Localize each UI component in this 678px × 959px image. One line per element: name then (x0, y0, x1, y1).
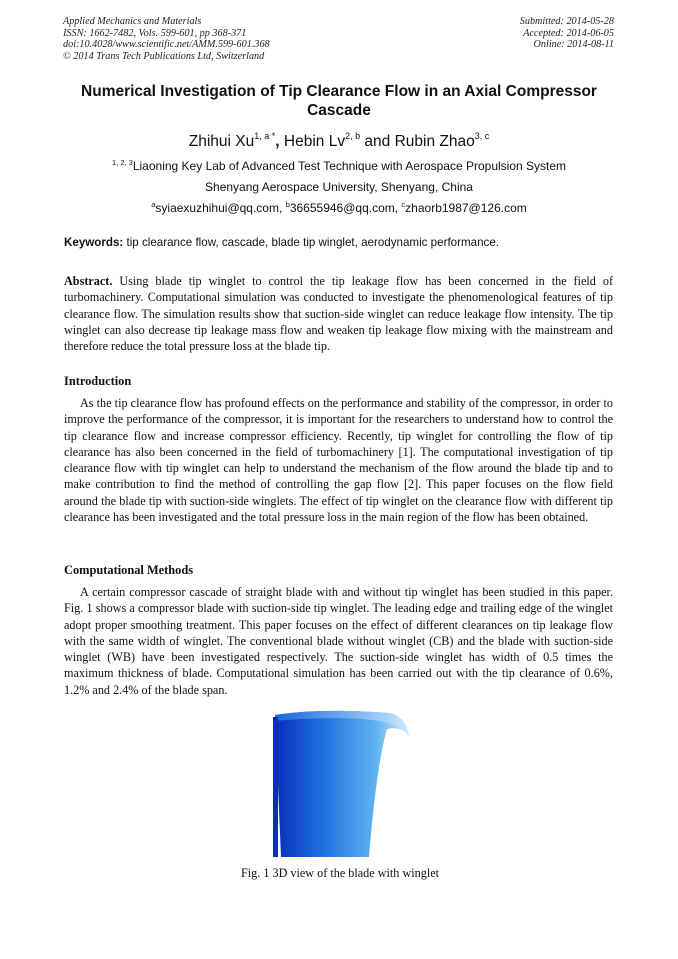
introduction-heading: Introduction (64, 374, 132, 388)
accepted-date: Accepted: 2014-06-05 (523, 27, 614, 39)
keywords-text: tip clearance flow, cascade, blade tip winglet, aerodynamic performance. (123, 236, 499, 249)
affiliation-sup: 1, 2, 3 (111, 158, 133, 167)
author-separator: , (275, 133, 284, 150)
online-date: Online: 2014-08-11 (533, 39, 614, 51)
author-3: Rubin Zhao (394, 133, 475, 150)
issn-line: ISSN: 1662-7482, Vols. 599-601, pp 368-371 (63, 27, 247, 39)
title-line-1: Numerical Investigation of Tip Clearance Flow in an Axial Compressor (81, 83, 597, 100)
copyright-line: © 2014 Trans Tech Publications Ltd, Switzerland (63, 50, 265, 62)
author-3-sup: 3, c (474, 131, 490, 141)
blade-winglet-figure (269, 707, 415, 857)
email-1: syiaexuzhihui@qq.com, (155, 201, 286, 215)
journal-info (63, 16, 270, 62)
affiliation-lab (60, 158, 618, 173)
affiliation-university: Shenyang Aerospace University, Shenyang, China (205, 180, 473, 194)
methods-heading: Computational Methods (64, 563, 194, 577)
email-3: zhaorb1987@126.com (405, 201, 527, 215)
blade-body (275, 711, 409, 857)
author-and: and (360, 133, 395, 150)
keywords (64, 236, 616, 249)
abstract-label: Abstract. (64, 274, 113, 288)
author-emails (60, 200, 618, 215)
author-1-sup: 1, a * (254, 131, 276, 141)
title-line-2: Cascade (307, 102, 371, 119)
email-2: 36655946@qq.com, (289, 201, 402, 215)
introduction-paragraph: As the tip clearance flow has profound effects on the performance and stability of the compressor, in order to improve the performance of the compressor, it is important for the researchers to understand how to control the tip clearance flow and increase compressor efficiency. Recently, tip winglet for controlling the flow of tip clearance has also been concerned in the field of turbomachinery [1]. The computational investigation of tip clearance flow with tip winglet can help to understand the mechanism of the flow around the blade tip and to make contribution to find the method of controlling the gap flow [2]. This paper focuses on the flow field around the blade tip with suction-side winglets. The effect of tip winglet on the clearance flow with different tip clearance has been investigated and the total pressure loss in the main region of the flow has been obtained. (64, 396, 613, 525)
email-2-sup: b (285, 200, 290, 209)
submitted-date: Submitted: 2014-05-28 (519, 16, 614, 27)
journal-name: Applied Mechanics and Materials (63, 16, 202, 27)
email-1-sup: a (151, 200, 156, 209)
abstract (64, 273, 613, 354)
author-list (60, 131, 618, 151)
doi-line: doi:10.4028/www.scientific.net/AMM.599-601.368 (63, 39, 270, 51)
submission-dates (520, 16, 614, 51)
author-2-sup: 2, b (345, 131, 361, 141)
email-3-sup: c (401, 200, 406, 209)
affiliation-lab-text: Liaoning Key Lab of Advanced Test Technique with Aerospace Propulsion System (132, 159, 567, 173)
paper-title (60, 82, 618, 120)
methods-paragraph: A certain compressor cascade of straight blade with and without tip winglet has been studied in this paper. Fig. 1 shows a compressor blade with suction-side tip winglet. The leading edge and trailing edge of the winglet adopt proper smoothing treatment. This paper focuses on the effect of different clearances on tip leakage flow with the same width of winglet. The conventional blade without winglet (CB) and the blade with suction-side winglet (WB) have been investigated respectively. The suction-side winglet has width of 0.5 times the maximum thickness of blade. Computational simulation has been carried out with the tip clearance of 0.6%, 1.2% and 2.4% of the blade span. (64, 585, 613, 697)
author-2: Hebin Lv (283, 133, 346, 150)
figure-caption: Fig. 1 3D view of the blade with winglet (240, 866, 440, 880)
blade-leading-edge (273, 717, 278, 857)
abstract-text: Using blade tip winglet to control the tip leakage flow has been concerned in the field of turbomachinery. Computational simulation was conducted to investigate the phenomenological features of tip clearance flow. The simulation results show that suction-side winglet can reduce leakage flow intensity. The tip winglet can also decrease tip leakage mass flow and weaken tip leakage flow mixing with the mainstream and therefore reduce the total pressure loss at the blade tip. (64, 274, 613, 354)
keywords-label: Keywords: (64, 236, 124, 249)
author-1: Zhihui Xu (188, 133, 255, 150)
